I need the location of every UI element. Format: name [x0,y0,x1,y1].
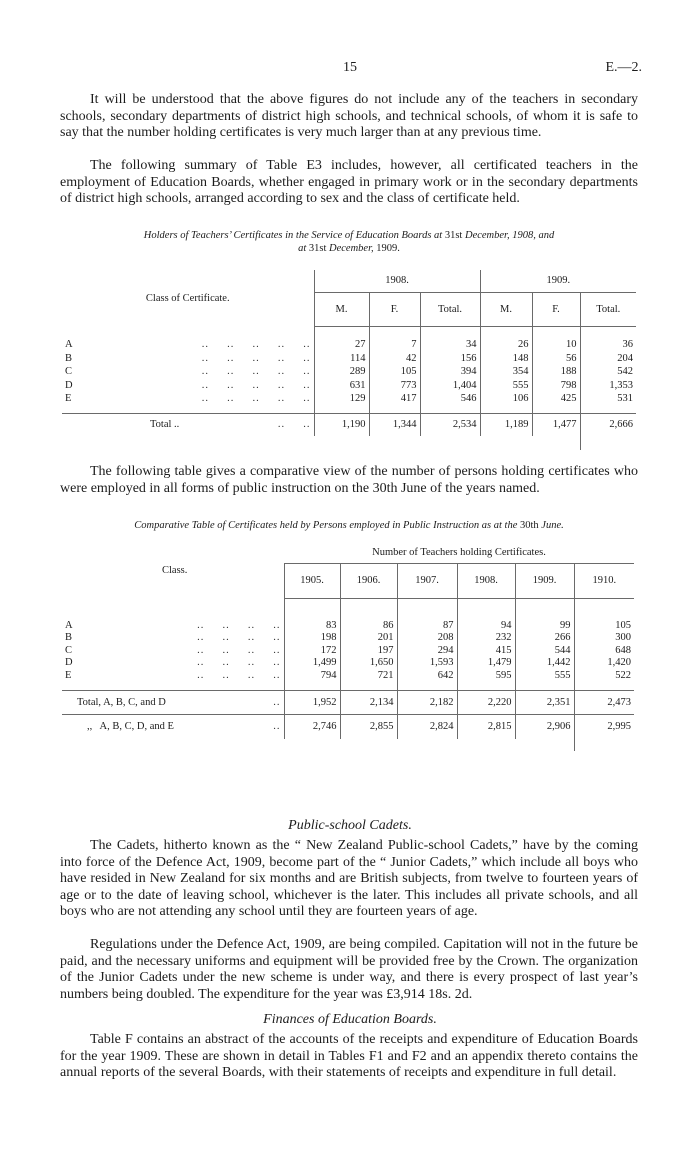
table1-row-header: Class of Certificate. [145,292,230,304]
table1-caption-part: 31st [444,230,463,241]
section-heading-cadets: Public-school Cadets. [288,818,412,833]
table1-caption-part: at [298,243,307,254]
table-row [62,338,636,352]
total-value: 1,952 [284,691,340,715]
row-label: B .. .. .. .. [65,632,281,644]
table2-col-header: 1908. [457,563,515,598]
paragraph-comparative-text: The following table gives a comparative view of the number of persons holding certificates who were employed in all forms of public instruction on the 30th June of the years named. [60,464,638,496]
cell-value: 198 [284,632,340,645]
cell-value: 794 [284,669,340,682]
table-total-row [62,691,634,715]
paragraph-regulations [60,937,638,1003]
total-value: 2,666 [580,414,636,436]
table-row [62,632,634,645]
table1-col-header: Total. [420,292,480,326]
table2-col-header: 1906. [340,563,397,598]
row-label: E .. .. .. .. [65,669,281,681]
cell-value: 56 [532,352,580,366]
cell-value: 531 [580,392,636,406]
table1-col-header: F. [369,292,420,326]
table-row [62,657,634,670]
cell-value: 83 [284,619,340,632]
page-number: 15 [343,60,357,75]
table2-group-header: Number of Teachers holding Certificates. [284,543,634,563]
table2-col-header: 1909. [515,563,574,598]
cell-value: 555 [480,379,532,393]
paragraph-intro-text: It will be understood that the above figures do not include any of the teachers in secondary schools, secondary departments of district high schools, and technical schools, of whom it is safe to say that the number holding certificates is very much larger than at any previous time. [60,92,638,141]
cell-value: 36 [580,338,636,352]
row-label: A .. .. .. .. [65,619,281,631]
total-value: 2,746 [284,715,340,739]
table-total-row [62,414,636,436]
table2-caption-part: June. [541,520,564,531]
cell-value: 798 [532,379,580,393]
cell-value: 232 [457,632,515,645]
cell-value: 266 [515,632,574,645]
table2-caption-part: Comparative Table of Certificates held by Persons employed in Public Instruction as at the [134,520,518,531]
cell-value: 522 [574,669,634,682]
paragraph-summary [60,158,638,208]
total-label: Total, A, B, C, and D .. [62,691,284,715]
comparative-certificates-table [62,543,634,751]
table1-year-1908: 1908. [314,270,480,292]
table1-col-header: M. [480,292,532,326]
cell-value: 106 [480,392,532,406]
total-label: ,, A, B, C, D, and E .. [62,715,284,739]
cell-value: 294 [397,644,457,657]
total-value: 2,995 [574,715,634,739]
cell-value: 1,353 [580,379,636,393]
cell-value: 1,479 [457,657,515,670]
paragraph-finances [60,1032,638,1082]
total-value: 2,855 [340,715,397,739]
cell-value: 10 [532,338,580,352]
table1-year-1909: 1909. [480,270,636,292]
table-row [62,392,636,406]
cell-value: 773 [369,379,420,393]
cell-value: 1,593 [397,657,457,670]
section-heading-finances: Finances of Education Boards. [263,1012,437,1027]
table2-col-header: 1905. [284,563,340,598]
cell-value: 415 [457,644,515,657]
paragraph-intro [60,92,638,142]
cell-value: 188 [532,365,580,379]
cell-value: 425 [532,392,580,406]
cell-value: 1,442 [515,657,574,670]
table1-caption-part: December, [329,243,374,254]
table1-col-header: F. [532,292,580,326]
total-value: 2,815 [457,715,515,739]
cell-value: 555 [515,669,574,682]
total-value: 2,182 [397,691,457,715]
row-label: C .. .. .. .. .. [65,366,311,378]
table2-row-header: Class. [162,565,188,576]
cell-value: 148 [480,352,532,366]
certificates-by-sex-table [62,270,636,450]
table2-caption [60,519,638,532]
cell-value: 417 [369,392,420,406]
table1-caption-part: 1909. [376,243,400,254]
total-value: 2,351 [515,691,574,715]
table2-caption-part: 30th [519,520,539,531]
paragraph-cadets [60,838,638,921]
cell-value: 129 [314,392,369,406]
cell-value: 99 [515,619,574,632]
document-reference: E.—2. [605,60,642,75]
cell-value: 201 [340,632,397,645]
total-value: 1,344 [369,414,420,436]
cell-value: 394 [420,365,480,379]
cell-value: 7 [369,338,420,352]
cell-value: 105 [369,365,420,379]
table-row [62,379,636,393]
row-label: A .. .. .. .. .. [65,339,311,351]
row-label: B .. .. .. .. .. [65,352,311,364]
cell-value: 172 [284,644,340,657]
table1-caption [60,229,638,255]
total-value: 2,134 [340,691,397,715]
total-value: 2,473 [574,691,634,715]
table-row [62,365,636,379]
cell-value: 354 [480,365,532,379]
total-value: 2,220 [457,691,515,715]
table1-caption-part: December, 1908, and [464,230,555,241]
table-total-row [62,715,634,739]
cell-value: 300 [574,632,634,645]
table1-caption-part: Holders of Teachers’ Certificates in the Service of Education Boards at [143,230,443,241]
paragraph-cadets-text: The Cadets, hitherto known as the “ New Zealand Public-school Cadets,” have by the coming into force of the Defence Act, 1909, become part of the “ Junior Cadets,” which include all boys who have resided in New Zealand for six months and are British subjects, from twelve to fourteen years of age or to the date of leaving school, whichever is the later. This includes all private schools, and all boys who are not attending any school until they are fourteen years of age. [60,838,638,920]
cell-value: 34 [420,338,480,352]
total-value: 1,190 [314,414,369,436]
table-row [62,669,634,682]
cell-value: 42 [369,352,420,366]
table2-col-header: 1907. [397,563,457,598]
cell-value: 105 [574,619,634,632]
total-value: 2,824 [397,715,457,739]
table1-caption-part: 31st [308,243,327,254]
cell-value: 1,650 [340,657,397,670]
total-value: 1,477 [532,414,580,436]
cell-value: 87 [397,619,457,632]
total-label: Total .. .. .. [62,414,314,436]
cell-value: 197 [340,644,397,657]
row-label: D .. .. .. .. [65,657,281,669]
paragraph-summary-text: The following summary of Table E3 includes, however, all certificated teachers in the employment of Education Boards, whether engaged in primary work or in the secondary departments of district high schools, arranged according to sex and the class of certificate held. [60,158,638,207]
paragraph-comparative [60,464,638,497]
total-value: 1,189 [480,414,532,436]
cell-value: 1,499 [284,657,340,670]
cell-value: 595 [457,669,515,682]
paragraph-finances-text: Table F contains an abstract of the accounts of the receipts and expenditure of Education Boards for the year 1909. These are shown in detail in Tables F1 and F2 and an appendix thereto contains the annual reports of the several Boards, with their statements of receipts and expenditure in full detail. [60,1032,638,1081]
table-row [62,352,636,366]
cell-value: 27 [314,338,369,352]
row-label: E .. .. .. .. .. [65,393,311,405]
cell-value: 631 [314,379,369,393]
row-label: C .. .. .. .. [65,644,281,656]
table1-col-header: M. [314,292,369,326]
cell-value: 86 [340,619,397,632]
table-row [62,644,634,657]
total-value: 2,906 [515,715,574,739]
cell-value: 642 [397,669,457,682]
cell-value: 26 [480,338,532,352]
cell-value: 156 [420,352,480,366]
cell-value: 1,404 [420,379,480,393]
cell-value: 289 [314,365,369,379]
cell-value: 542 [580,365,636,379]
cell-value: 1,420 [574,657,634,670]
cell-value: 721 [340,669,397,682]
cell-value: 544 [515,644,574,657]
cell-value: 648 [574,644,634,657]
total-value: 2,534 [420,414,480,436]
row-label: D .. .. .. .. .. [65,379,311,391]
cell-value: 208 [397,632,457,645]
cell-value: 94 [457,619,515,632]
table1-col-header: Total. [580,292,636,326]
cell-value: 204 [580,352,636,366]
cell-value: 114 [314,352,369,366]
cell-value: 546 [420,392,480,406]
table-row [62,619,634,632]
table2-col-header: 1910. [574,563,634,598]
paragraph-regulations-text: Regulations under the Defence Act, 1909, are being compiled. Capitation will not in the future be paid, and the necessary uniforms and equipment will be provided free by the Crown. The organization of the Junior Cadets under the new scheme is under way, and there is every prospect of last year’s numbers being doubled. The expenditure for the year was £3,914 18s. 2d. [60,937,638,1002]
